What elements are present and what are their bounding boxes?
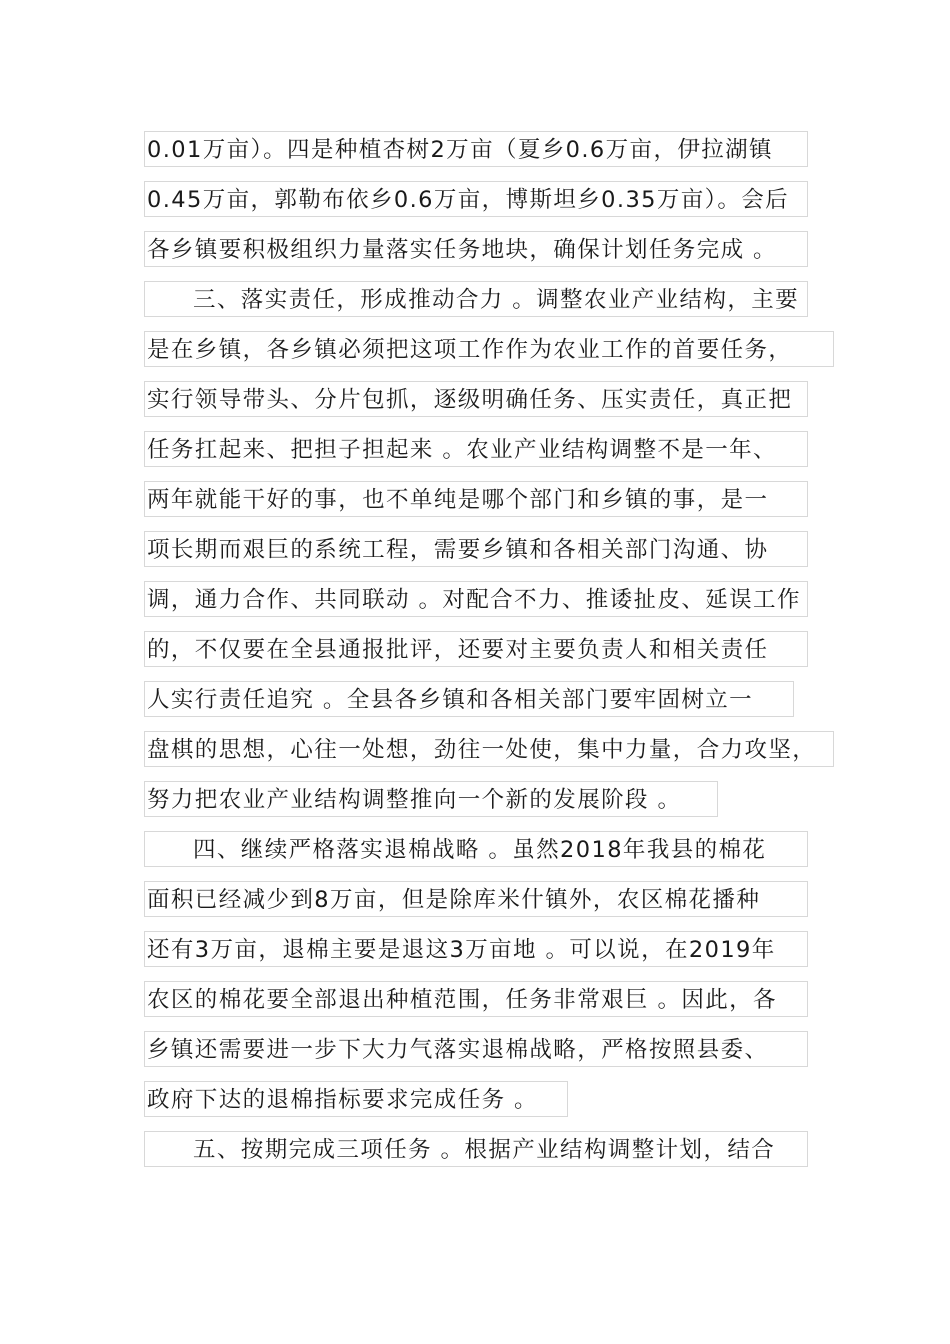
text-line: 0.45万亩，郭勒布依乡0.6万亩，博斯坦乡0.35万亩）。会后 xyxy=(144,181,808,217)
text-line: 农区的棉花要全部退出种植范围，任务非常艰巨 。因此，各 xyxy=(144,981,808,1017)
text-line: 各乡镇要积极组织力量落实任务地块，确保计划任务完成 。 xyxy=(144,231,808,267)
paragraph-heading-line: 四、继续严格落实退棉战略 。虽然2018年我县的棉花 xyxy=(144,831,808,867)
text-line: 两年就能干好的事，也不单纯是哪个部门和乡镇的事，是一 xyxy=(144,481,808,517)
text-line: 还有3万亩，退棉主要是退这3万亩地 。可以说，在2019年 xyxy=(144,931,808,967)
text-line: 是在乡镇，各乡镇必须把这项工作作为农业工作的首要任务， xyxy=(144,331,834,367)
text-line: 人实行责任追究 。全县各乡镇和各相关部门要牢固树立一 xyxy=(144,681,794,717)
text-line: 项长期而艰巨的系统工程，需要乡镇和各相关部门沟通、协 xyxy=(144,531,808,567)
text-line: 0.01万亩）。四是种植杏树2万亩（夏乡0.6万亩，伊拉湖镇 xyxy=(144,131,808,167)
text-line: 的，不仅要在全县通报批评，还要对主要负责人和相关责任 xyxy=(144,631,808,667)
text-line: 面积已经减少到8万亩，但是除库米什镇外，农区棉花播种 xyxy=(144,881,808,917)
text-line: 努力把农业产业结构调整推向一个新的发展阶段 。 xyxy=(144,781,718,817)
text-line: 盘棋的思想，心往一处想，劲往一处使，集中力量，合力攻坚， xyxy=(144,731,834,767)
paragraph-heading-line: 五、按期完成三项任务 。根据产业结构调整计划，结合 xyxy=(144,1131,808,1167)
text-line: 乡镇还需要进一步下大力气落实退棉战略，严格按照县委、 xyxy=(144,1031,808,1067)
paragraph-heading-line: 三、落实责任，形成推动合力 。调整农业产业结构，主要 xyxy=(144,281,808,317)
text-line: 政府下达的退棉指标要求完成任务 。 xyxy=(144,1081,568,1117)
text-line: 调，通力合作、共同联动 。对配合不力、推诿扯皮、延误工作 xyxy=(144,581,808,617)
text-line: 任务扛起来、把担子担起来 。农业产业结构调整不是一年、 xyxy=(144,431,808,467)
text-line: 实行领导带头、分片包抓，逐级明确任务、压实责任，真正把 xyxy=(144,381,808,417)
